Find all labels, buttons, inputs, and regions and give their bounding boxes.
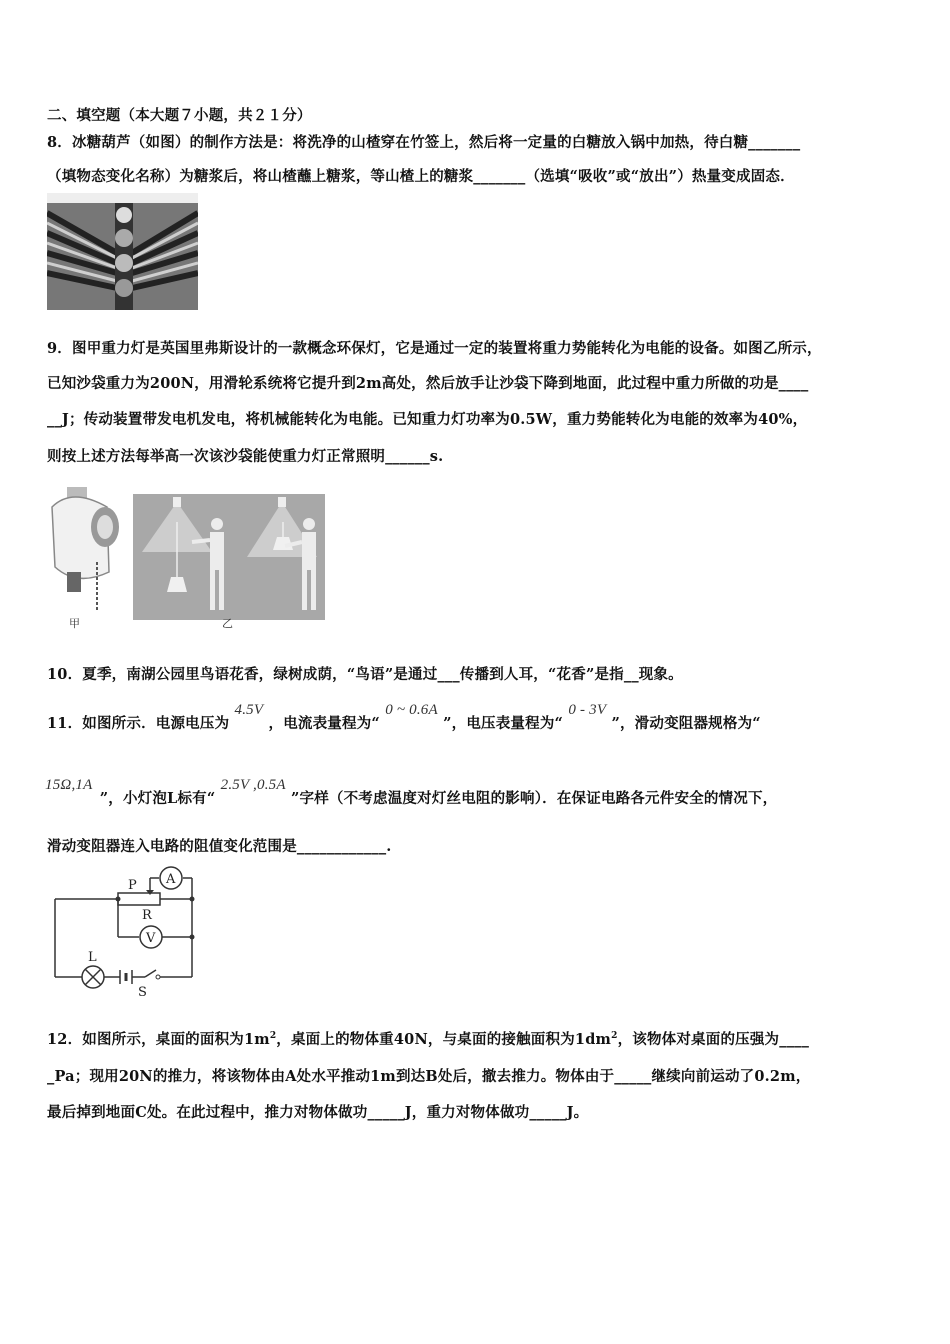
q12-text-b: ，桌面上的物体重40N，与桌面的接触面积为1dm [276,1031,612,1048]
lamp-label: L [88,950,97,965]
q8-line-1: 8．冰糖葫芦（如图）的制作方法是：将洗净的山楂穿在竹签上，然后将一定量的白糖放入锅中加热，待白糖_______ [47,134,801,151]
circuit-label-r: R [142,908,152,923]
voltmeter-label: V [146,931,156,946]
q11-math-rheostat-spec: 15Ω,1A [45,777,93,793]
circuit-label-p: P [128,878,137,893]
q11-math-lamp-spec: 2.5V ,0.5A [220,777,286,793]
q12-sup-2: 2 [611,1031,618,1042]
q12-text-a: 12．如图所示，桌面的面积为1m [47,1031,270,1048]
ammeter-label: A [166,872,176,887]
q11-text-d: ”，滑动变阻器规格为“ [611,715,761,732]
q11-math-voltmeter-range: 0 - 3V [568,702,607,718]
q9-line-2: 已知沙袋重力为200N，用滑轮系统将它提升到2m高处，然后放手让沙袋下降到地面，此过程中重力所做的功是____ [47,375,809,392]
q11-line-2 [45,777,778,808]
q12-line-2: _Pa；现用20N的推力，将该物体由A处水平推动1m到达B处后，撤去推力。物体由于_____继续向前运动了0.2m， [47,1068,811,1085]
q11-math-ammeter-range: 0 ~ 0.6A [385,702,438,718]
figure-label-a: 甲 [69,617,80,630]
q8-line-2: （填物态变化名称）为糖浆后，将山楂蘸上糖浆，等山楂上的糖浆_______（选填“吸收”或“放出”）热量变成固态． [47,168,795,185]
section-header: 二、填空题（本大题７小题，共２１分） [47,107,312,124]
q12-line-1 [47,1028,809,1049]
q9-line-3: __J；传动装置带发电机发电，将机械能转化为电能。已知重力灯功率为0.5W，重力势能转化为电能的效率为40%， [47,411,808,428]
q12-line-3: 最后掉到地面C处。在此过程中，推力对物体做功_____J，重力对物体做功_____J。 [47,1104,589,1121]
q11-text-b: ，电流表量程为“ [268,715,380,732]
q11-text-c: ”，电压表量程为“ [443,715,564,732]
q11-line-3: 滑动变阻器连入电路的阻值变化范围是____________. [47,838,392,855]
candied-haws-photo [47,193,198,310]
gravity-lamp-figure [47,482,332,632]
q12-text-c: ，该物体对桌面的压强为____ [617,1031,810,1048]
q12-sup-1: 2 [269,1031,277,1042]
figure-label-b: 乙 [222,617,233,630]
circuit-diagram [50,866,200,998]
q11-text-a: 11．如图所示．电源电压为 [47,715,230,732]
q9-line-1: 9．图甲重力灯是英国里弗斯设计的一款概念环保灯，它是通过一定的装置将重力势能转化为电能的设备。如图乙所示， [47,340,822,357]
switch-label: S [138,985,147,998]
q11-text-f: ”字样（不考虑温度对灯丝电阻的影响）．在保证电路各元件安全的情况下， [290,790,778,807]
q9-line-4: 则按上述方法每举高一次该沙袋能使重力灯正常照明______s. [47,448,444,465]
q11-line-1 [47,702,761,733]
q11-math-voltage: 4.5V [234,702,264,718]
q11-text-e: ”，小灯泡L标有“ [99,790,216,807]
q10-line-1: 10．夏季，南湖公园里鸟语花香，绿树成荫，“鸟语”是通过___传播到人耳，“花香”是指__现象。 [47,666,683,683]
